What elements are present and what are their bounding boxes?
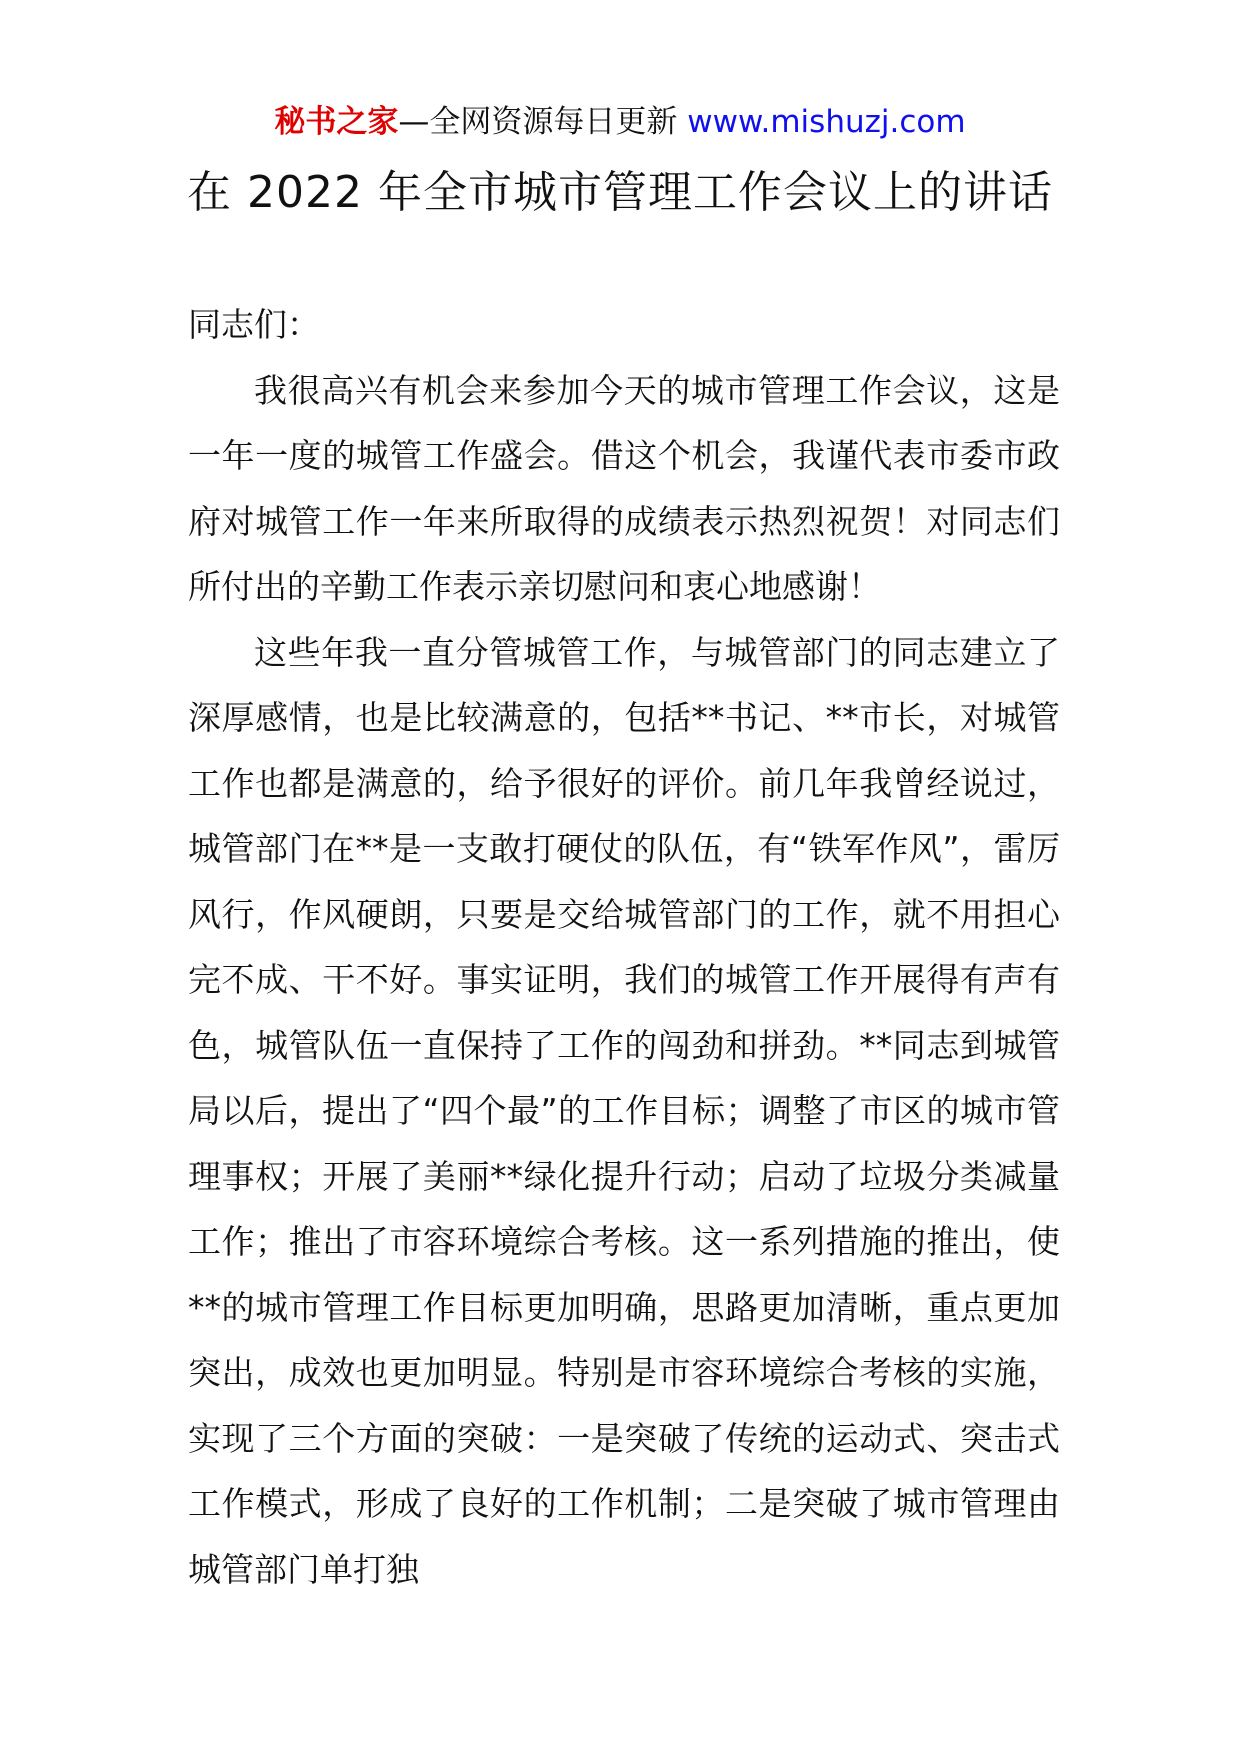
site-link[interactable]: www.mishuzj.com (687, 104, 966, 140)
paragraph-1: 我很高兴有机会来参加今天的城市管理工作会议，这是一年一度的城管工作盛会。借这个机会，我谨代表市委市政府对城管工作一年来所取得的成绩表示热烈祝贺！对同志们所付出的辛勤工作表示亲切慰问和衷心地感谢！ (188, 370, 1060, 606)
paragraph-2: 这些年我一直分管城管工作，与城管部门的同志建立了深厚感情，也是比较满意的，包括**书记、**市长，对城管工作也都是满意的，给予很好的评价。前几年我曾经说过，城管部门在**是一支敢打硬仗的队伍，有“铁军作风”，雷厉风行，作风硬朗，只要是交给城管部门的工作，就不用担心完不成、干不好。事实证明，我们的城管工作开展得有声有色，城管队伍一直保持了工作的闯劲和拼劲。**同志到城管局以后，提出了“四个最”的工作目标；调整了市区的城市管理事权；开展了美丽**绿化提升行动；启动了垃圾分类减量工作；推出了市容环境综合考核。这一系列措施的推出，使**的城市管理工作目标更加明确，思路更加清晰，重点更加突出，成效也更加明显。特别是市容环境综合考核的实施，实现了三个方面的突破：一是突破了传统的运动式、突击式工作模式，形成了良好的工作机制；二是突破了城市管理由城管部门单打独 (188, 632, 1060, 1589)
document-title: 在 2022 年全市城市管理工作会议上的讲话 (187, 167, 1053, 218)
greeting: 同志们： (188, 305, 320, 344)
header-tagline: —全网资源每日更新 (398, 104, 688, 140)
header-banner (0, 100, 1240, 144)
document-body (188, 292, 1060, 1602)
brand-name: 秘书之家 (274, 104, 399, 140)
